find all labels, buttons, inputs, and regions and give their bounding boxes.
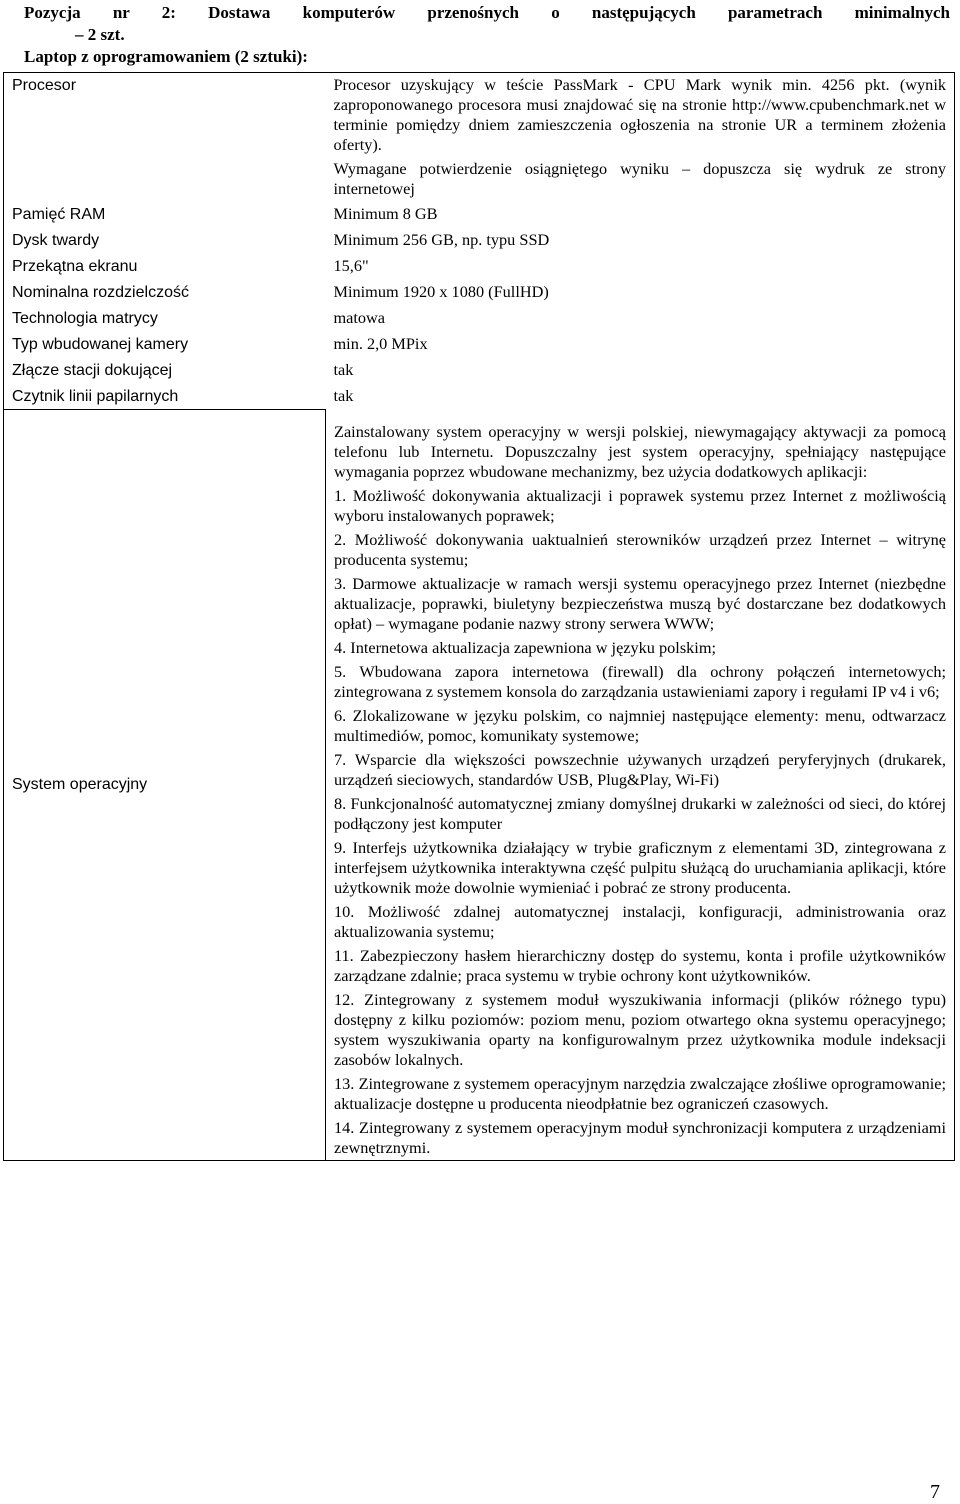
spec-value-processor: Procesor uzyskujący w teście PassMark - CPU Mark wynik min. 4256 pkt. (wynik zaproponowanego procesora musi znajdować się na stronie http://www.cpubenchmark.net w terminie pomiędzy dniem zamieszczenia ogłoszenia na stronie UR a terminem złożenia oferty). [333,75,946,154]
os-requirement: 8. Funkcjonalność automatycznej zmiany domyślnej drukarki w zależności od sieci, do której podłączony jest komputer [334,793,946,833]
page-number: 7 [930,1481,940,1503]
os-requirement: 2. Możliwość dokonywania uaktualnień sterowników urządzeń przez Internet – witrynę producenta systemu; [334,529,946,569]
sub-heading: Laptop z oprogramowaniem (2 sztuki): [24,47,308,66]
os-requirement: 9. Interfejs użytkownika działający w trybie graficznym z elementami 3D, zintegrowana z interfejsem użytkownika interaktywna część pulpitu służącą do uruchamiania aplikacji, które użytkownik może dowolnie wymieniać i pobrać ze strony producenta. [334,837,946,897]
spec-value: matowa [333,308,386,327]
spec-label: System operacyjny [12,776,148,794]
spec-value: Minimum 1920 x 1080 (FullHD) [333,282,549,301]
spec-label: Typ wbudowanej kamery [12,335,189,353]
spec-row [4,357,955,383]
os-requirement: 11. Zabezpieczony hasłem hierarchiczny dostęp do systemu, konta i profile użytkowników zarządzane zdalnie; praca systemu w trybie ochrony kont użytkowników. [334,945,946,985]
os-requirement: 1. Możliwość dokonywania aktualizacji i poprawek systemu przez Internet z możliwością wyboru instalowanych poprawek; [334,485,946,525]
spec-row [4,305,955,331]
spec-value: Minimum 256 GB, np. typu SSD [333,230,550,249]
section-heading [24,2,950,46]
os-requirement: 10. Możliwość zdalnej automatycznej instalacji, konfiguracji, administrowania oraz aktualizowania systemu; [334,901,946,941]
spec-label: Przekątna ekranu [12,257,138,275]
spec-label: Nominalna rozdzielczość [12,283,189,301]
spec-row-processor [4,73,955,202]
heading-line-2: – 2 szt. [75,25,125,44]
os-requirement: 6. Zlokalizowane w języku polskim, co najmniej następujące elementy: menu, odtwarzacz multimediów, pomoc, komunikaty systemowe; [334,705,946,745]
spec-row [4,331,955,357]
os-requirement: 14. Zintegrowany z systemem operacyjnym moduł synchronizacji komputera z urządzeniami zewnętrznymi. [334,1117,946,1157]
spec-row [4,279,955,305]
spec-label: Pamięć RAM [12,205,106,223]
spec-value: 15,6" [333,256,369,275]
heading-line-1: Pozycja nr 2: Dostawa komputerów przenośnych o następujących parametrach minimalnych [24,3,950,22]
os-requirement: 5. Wbudowana zapora internetowa (firewall) dla ochrony połączeń internetowych; zintegrowana z systemem konsola do zarządzania ustawieniami zapory i regułami IP v4 i v6; [334,661,946,701]
os-requirement: 7. Wsparcie dla większości powszechnie używanych urządzeń peryferyjnych (drukarek, urządzeń sieciowych, standardów USB, Plug&Play, Wi-Fi) [334,749,946,789]
os-requirement: 3. Darmowe aktualizacje w ramach wersji systemu operacyjnego przez Internet (niezbędne aktualizacje, poprawki, biuletyny bezpieczeństwa muszą być dostarczane bez dodatkowych opłat) – wymagane podanie nazwy strony serwera WWW; [334,573,946,633]
spec-value: tak [333,386,354,406]
spec-table [3,72,955,1161]
spec-row [4,201,955,227]
spec-label: Czytnik linii papilarnych [12,387,179,405]
spec-value: Minimum 8 GB [333,204,438,223]
spec-label: Procesor [12,77,77,94]
os-intro: Zainstalowany system operacyjny w wersji polskiej, niewymagający aktywacji za pomocą telefonu lub Internetu. Dopuszczalny jest system operacyjny, spełniający następujące wymagania poprzez wbudowane mechanizmy, bez użycia dodatkowych aplikacji: [334,421,946,481]
spec-row [4,253,955,279]
os-requirement: 12. Zintegrowany z systemem moduł wyszukiwania informacji (plików różnego typu) dostępny z kilku poziomów: poziom menu, poziom otwartego okna systemu operacyjnego; system wyszukiwania oparty na konfigurowalnym przez użytkownika module indeksacji zasobów lokalnych. [334,989,946,1069]
spec-value: tak [333,360,354,379]
os-requirement: 4. Internetowa aktualizacja zapewniona w języku polskim; [334,637,717,657]
spec-row [4,227,955,253]
spec-note-processor: Wymagane potwierdzenie osiągniętego wyniku – dopuszcza się wydruk ze strony internetowej [333,159,946,198]
spec-label: Technologia matrycy [12,309,158,327]
spec-value: min. 2,0 MPix [333,334,428,353]
spec-label: Złącze stacji dokującej [12,361,173,379]
spec-label: Dysk twardy [12,231,100,249]
os-requirement: 13. Zintegrowane z systemem operacyjnym narzędzia zwalczające złośliwe oprogramowanie; aktualizacje dostępne u producenta nieodpłatnie bez ograniczeń czasowych. [334,1073,946,1113]
spec-row [4,383,955,410]
spec-row-os [4,410,955,1161]
